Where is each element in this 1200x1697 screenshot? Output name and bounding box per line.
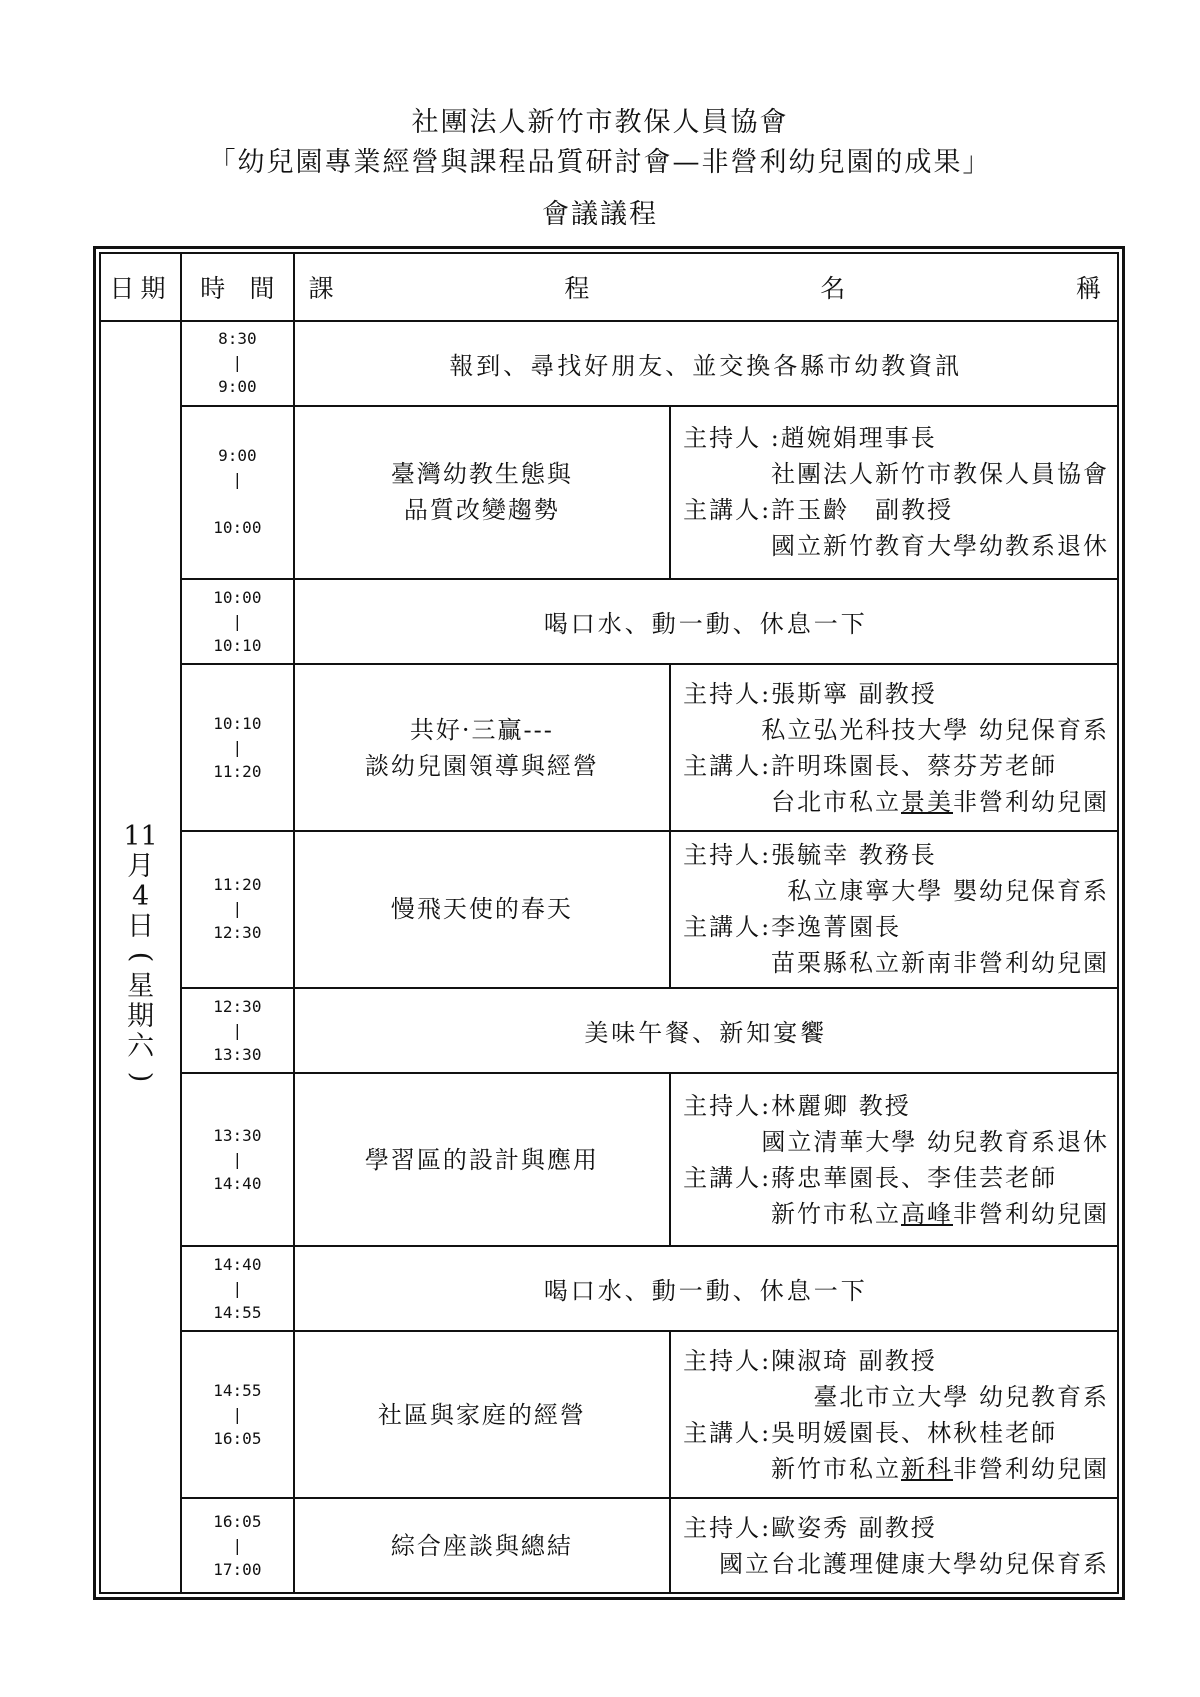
- time-end: 10:00: [213, 518, 262, 538]
- time-cell: [181, 1331, 294, 1498]
- host-org: 私立弘光科技大學 幼兒保育系: [761, 715, 1109, 744]
- event-title: 「幼兒園專業經營與課程品質研討會—非營利幼兒園的成果」: [208, 147, 992, 178]
- time-end: 13:30: [213, 1044, 262, 1064]
- time-separator: |: [232, 1404, 243, 1424]
- time-end: 12:30: [213, 923, 262, 943]
- time-end: 14:55: [213, 1302, 262, 1322]
- organization-title: 社團法人新竹市教保人員協會: [411, 107, 789, 138]
- session-title-line: 綜合座談與總結: [390, 1531, 573, 1560]
- session-title: [294, 406, 670, 579]
- date-month-char: 月: [127, 850, 155, 882]
- time-start: 11:20: [213, 875, 262, 895]
- time-cell: [181, 1246, 294, 1331]
- table-header-row: [100, 253, 1118, 321]
- header-date: 日期: [100, 253, 181, 321]
- session-people: [670, 831, 1118, 988]
- session-title: 喝口水、動一動、休息一下: [294, 1246, 1118, 1331]
- speaker-org: [683, 784, 1109, 820]
- date-day-char: 日: [127, 910, 155, 942]
- session-title: [294, 1331, 670, 1498]
- time-separator: |: [232, 1278, 243, 1298]
- speaker-org-suffix: 非營利幼兒園: [953, 1199, 1109, 1228]
- date-cell: [100, 321, 181, 1593]
- agenda-row: [100, 988, 1118, 1073]
- speaker-line: 主講人:吳明媛園長、林秋桂老師: [683, 1418, 1058, 1447]
- host-org: 私立康寧大學 嬰幼兒保育系: [787, 877, 1109, 906]
- date-day-number: 4: [131, 880, 150, 912]
- header-course-char: 名: [820, 273, 846, 303]
- agenda-row: [100, 1498, 1118, 1593]
- time-separator: |: [232, 737, 243, 757]
- session-title-line: 品質改變趨勢: [403, 496, 560, 525]
- time-start: 10:00: [213, 587, 262, 607]
- speaker-org: [683, 1451, 1109, 1487]
- session-title: 報到、尋找好朋友、並交換各縣市幼教資訊: [294, 321, 1118, 406]
- host-line: 主持人:張毓幸 教務長: [683, 841, 937, 870]
- date-open-paren: (: [125, 951, 157, 963]
- header-time-char: 間: [249, 273, 275, 303]
- agenda-row: [100, 1073, 1118, 1246]
- time-start: 14:40: [213, 1254, 262, 1274]
- date-weekday-char: 期: [127, 1000, 155, 1032]
- agenda-row: [100, 664, 1118, 831]
- header-time-char: 時: [200, 273, 226, 303]
- date-close-paren: ): [125, 1071, 157, 1083]
- time-cell: [181, 831, 294, 988]
- time-cell: [181, 1498, 294, 1593]
- session-title: [294, 1073, 670, 1246]
- speaker-line: 主講人:許玉齡 副教授: [683, 496, 954, 525]
- time-start: 10:10: [213, 713, 262, 733]
- session-title-line: 共好·三贏---: [409, 715, 554, 744]
- session-title: [294, 831, 670, 988]
- speaker-line: 主講人:蔣忠華園長、李佳芸老師: [683, 1163, 1058, 1192]
- session-title: [294, 664, 670, 831]
- host-org: 臺北市立大學 幼兒教育系: [813, 1382, 1109, 1411]
- session-title-line: 臺灣幼教生態與: [390, 460, 573, 489]
- host-line: 主持人:歐姿秀 副教授: [683, 1513, 937, 1542]
- speaker-org-suffix: 非營利幼兒園: [953, 787, 1109, 816]
- time-cell: [181, 579, 294, 664]
- time-cell: [181, 988, 294, 1073]
- speaker-org-name: 新科: [901, 1454, 953, 1483]
- host-line: 主持人 :趙婉娟理事長: [683, 424, 937, 453]
- session-title-line: 談幼兒園領導與經營: [364, 751, 599, 780]
- time-end: 16:05: [213, 1428, 262, 1448]
- date-weekday-char: 星: [127, 970, 155, 1002]
- host-line: 主持人:陳淑琦 副教授: [683, 1346, 937, 1375]
- time-end: 14:40: [213, 1173, 262, 1193]
- speaker-org-suffix: 非營利幼兒園: [953, 1454, 1109, 1483]
- host-org: 社團法人新竹市教保人員協會: [771, 460, 1109, 489]
- host-line: 主持人:張斯寧 副教授: [683, 679, 937, 708]
- time-separator: |: [232, 470, 243, 490]
- time-start: 12:30: [213, 996, 262, 1016]
- time-start: 13:30: [213, 1125, 262, 1145]
- time-separator: |: [232, 1020, 243, 1040]
- session-title-line: 社區與家庭的經營: [377, 1400, 586, 1429]
- header-course-char: 稱: [1075, 273, 1101, 303]
- speaker-org-prefix: 新竹市私立: [771, 1199, 901, 1228]
- session-people: [670, 664, 1118, 831]
- header-course-char: 程: [564, 273, 590, 303]
- agenda-title: 會議議程: [542, 199, 658, 230]
- time-start: 14:55: [213, 1380, 262, 1400]
- date-month-number: 11: [123, 820, 158, 852]
- time-separator: |: [232, 1535, 243, 1555]
- time-cell: [181, 406, 294, 579]
- agenda-row: [100, 406, 1118, 579]
- agenda-row: [100, 1331, 1118, 1498]
- time-cell: [181, 1073, 294, 1246]
- time-cell: [181, 321, 294, 406]
- time-end: 9:00: [218, 377, 257, 397]
- session-people: [670, 1498, 1118, 1593]
- time-separator: |: [232, 611, 243, 631]
- session-title: [294, 1498, 670, 1593]
- agenda-row: [100, 1246, 1118, 1331]
- session-title-line: 學習區的設計與應用: [364, 1145, 599, 1174]
- speaker-org: 國立新竹教育大學幼教系退休: [771, 532, 1109, 561]
- time-separator: |: [232, 899, 243, 919]
- agenda-row: [100, 579, 1118, 664]
- time-start: 9:00: [218, 446, 257, 466]
- header-course: [294, 253, 1118, 321]
- agenda-table: [93, 246, 1125, 1600]
- date-weekday-char: 六: [127, 1030, 155, 1062]
- speaker-org-prefix: 台北市私立: [771, 787, 901, 816]
- speaker-line: 主講人:李逸菁園長: [683, 913, 902, 942]
- header-time: [181, 253, 294, 321]
- agenda-row: [100, 831, 1118, 988]
- speaker-line: 主講人:許明珠園長、蔡芬芳老師: [683, 751, 1058, 780]
- session-title-line: 慢飛天使的春天: [390, 895, 573, 924]
- time-separator: |: [232, 1149, 243, 1169]
- session-title: 喝口水、動一動、休息一下: [294, 579, 1118, 664]
- session-people: [670, 406, 1118, 579]
- speaker-org: [683, 1196, 1109, 1232]
- time-end: 11:20: [213, 761, 262, 781]
- time-separator: |: [232, 353, 243, 373]
- header-course-char: 課: [308, 273, 334, 303]
- time-end: 10:10: [213, 635, 262, 655]
- speaker-org-prefix: 新竹市私立: [771, 1454, 901, 1483]
- speaker-org: 苗栗縣私立新南非營利幼兒園: [771, 949, 1109, 978]
- time-cell: [181, 664, 294, 831]
- speaker-org-name: 高峰: [901, 1199, 953, 1228]
- session-title: 美味午餐、新知宴饗: [294, 988, 1118, 1073]
- agenda-row: [100, 321, 1118, 406]
- session-people: [670, 1073, 1118, 1246]
- time-end: 17:00: [213, 1559, 262, 1579]
- time-start: 8:30: [218, 329, 257, 349]
- host-line: 主持人:林麗卿 教授: [683, 1091, 911, 1120]
- session-people: [670, 1331, 1118, 1498]
- speaker-org-name: 景美: [901, 787, 953, 816]
- host-org: 國立台北護理健康大學幼兒保育系: [719, 1549, 1109, 1578]
- time-start: 16:05: [213, 1511, 262, 1531]
- host-org: 國立清華大學 幼兒教育系退休: [761, 1127, 1109, 1156]
